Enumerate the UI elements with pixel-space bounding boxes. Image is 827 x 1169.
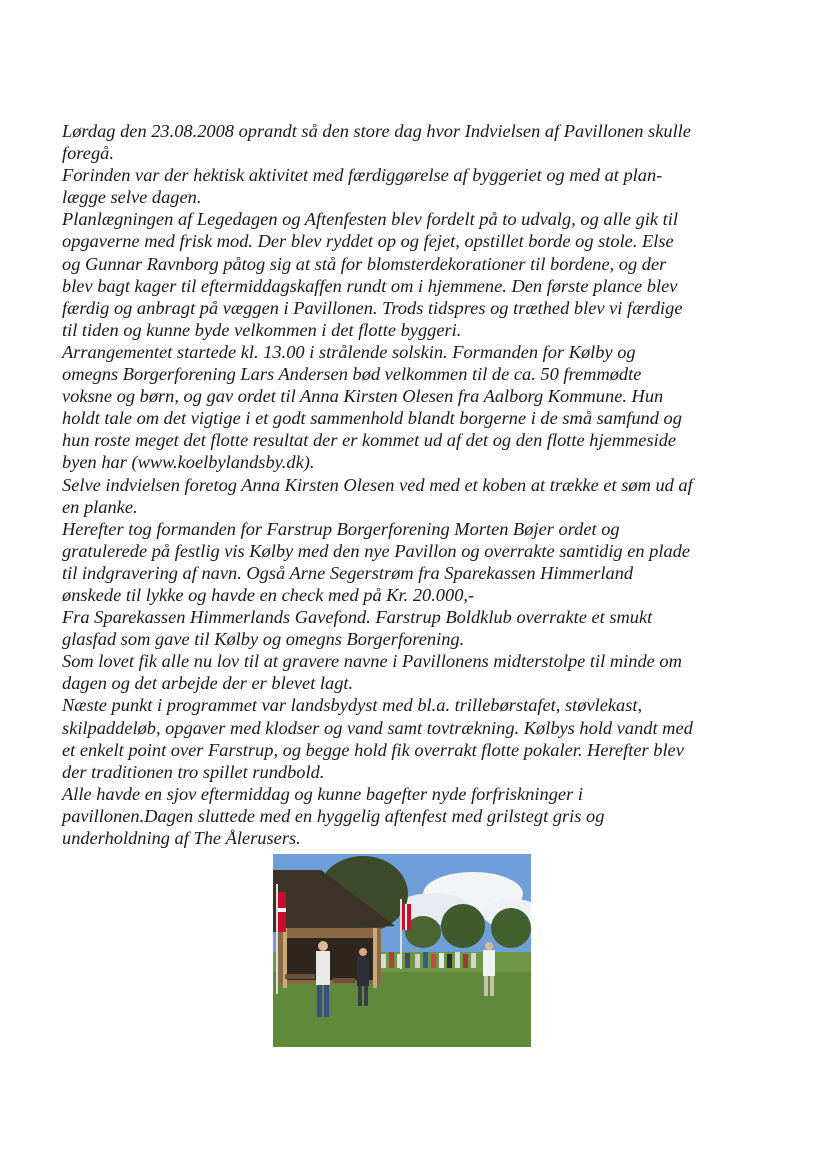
photo-post xyxy=(373,928,377,988)
text-line: Planlægningen af Legedagen og Aftenfesten blev fordelt på to udvalg, og alle gik til xyxy=(62,209,678,230)
text-line: foregå. xyxy=(62,143,114,164)
text-line: voksne og børn, og gav ordet til Anna Kirsten Olesen fra Aalborg Kommune. Hun xyxy=(62,386,664,407)
text-line: ønskede til lykke og havde en check med på Kr. 20.000,- xyxy=(62,584,475,605)
text-line: Næste punkt i programmet var landsbydyst med bl.a. trillebørstafet, støvlekast, xyxy=(62,695,643,716)
photo-flagpole xyxy=(276,884,278,994)
photo-table xyxy=(333,978,355,983)
text-line: dagen og det arbejde der er blevet lagt. xyxy=(62,673,354,694)
text-line: holdt tale om det vigtige i et godt sammenhold blandt borgerne i de små samfund og xyxy=(62,408,682,429)
text-line: skilpaddeløb, opgaver med klodser og vand samt tovtrækning. Kølbys hold vandt med xyxy=(62,717,693,738)
photo-tree xyxy=(491,908,531,948)
text-line: Fra Sparekassen Himmerlands Gavefond. Farstrup Boldklub overrakte et smukt xyxy=(62,607,653,628)
photo-flag-cross xyxy=(278,908,286,912)
text-line: der traditionen tro spillet rundbold. xyxy=(62,761,325,782)
text-line: lægge selve dagen. xyxy=(62,187,202,208)
text-line: opgaverne med frisk mod. Der blev ryddet op og fejet, opstillet borde og stole. Else xyxy=(62,231,674,252)
event-photo xyxy=(273,854,531,1047)
photo-table xyxy=(285,974,315,979)
text-line: Herefter tog formanden for Farstrup Borgerforening Morten Bøjer ordet og xyxy=(62,518,620,539)
text-line: byen har (www.koelbylandsby.dk). xyxy=(62,452,315,473)
text-line: og Gunnar Ravnborg påtog sig at stå for blomsterdekorationer til bordene, og der xyxy=(62,253,667,274)
text-line: hun roste meget det flotte resultat der er kommet ud af det og den flotte hjemmeside xyxy=(62,430,677,451)
text-line: underholdning af The Ålerusers. xyxy=(62,828,301,848)
text-line: Arrangementet startede kl. 13.00 i strålende solskin. Formanden for Kølby og xyxy=(62,341,636,362)
text-line: færdig og anbragt på væggen i Pavillonen. Trods tidspres og træthed blev vi færdige xyxy=(62,297,683,318)
photo-tree xyxy=(441,904,485,948)
text-line: pavillonen.Dagen sluttede med en hyggelig aftenfest med grilstegt gris og xyxy=(62,805,605,826)
photo-flag-cross xyxy=(405,904,407,930)
text-line: til indgravering af navn. Også Arne Segerstrøm fra Sparekassen Himmerland xyxy=(62,562,634,583)
text-line: Forinden var der hektisk aktivitet med færdiggørelse af byggeriet og med at plan- xyxy=(62,165,663,186)
text-line: Lørdag den 23.08.2008 oprandt så den store dag hvor Indvielsen af Pavillonen skulle xyxy=(62,121,691,141)
text-line: til tiden og kunne byde velkommen i det flotte byggeri. xyxy=(62,319,462,340)
text-line: blev bagt kager til eftermiddagskaffen rundt om i hjemmene. Den første plance blev xyxy=(62,275,678,296)
text-line: en planke. xyxy=(62,496,138,517)
text-line: Alle havde en sjov eftermiddag og kunne bagefter nyde forfriskninger i xyxy=(62,783,583,804)
text-line: et enkelt point over Farstrup, og begge hold fik overrakt flotte pokaler. Herefter blev xyxy=(62,739,684,760)
text-line: omegns Borgerforening Lars Andersen bød velkommen til de ca. 50 fremmødte xyxy=(62,364,642,385)
article-text xyxy=(62,120,762,849)
text-line: Som lovet fik alle nu lov til at gravere navne i Pavillonens midterstolpe til minde om xyxy=(62,651,682,672)
text-line: Selve indvielsen foretog Anna Kirsten Olesen ved med et koben at trække et søm ud af xyxy=(62,474,693,495)
text-line: glasfad som gave til Kølby og omegns Borgerforening. xyxy=(62,629,465,650)
text-line: gratulerede på festlig vis Kølby med den nye Pavillon og overrakte samtidig en plade xyxy=(62,540,691,561)
